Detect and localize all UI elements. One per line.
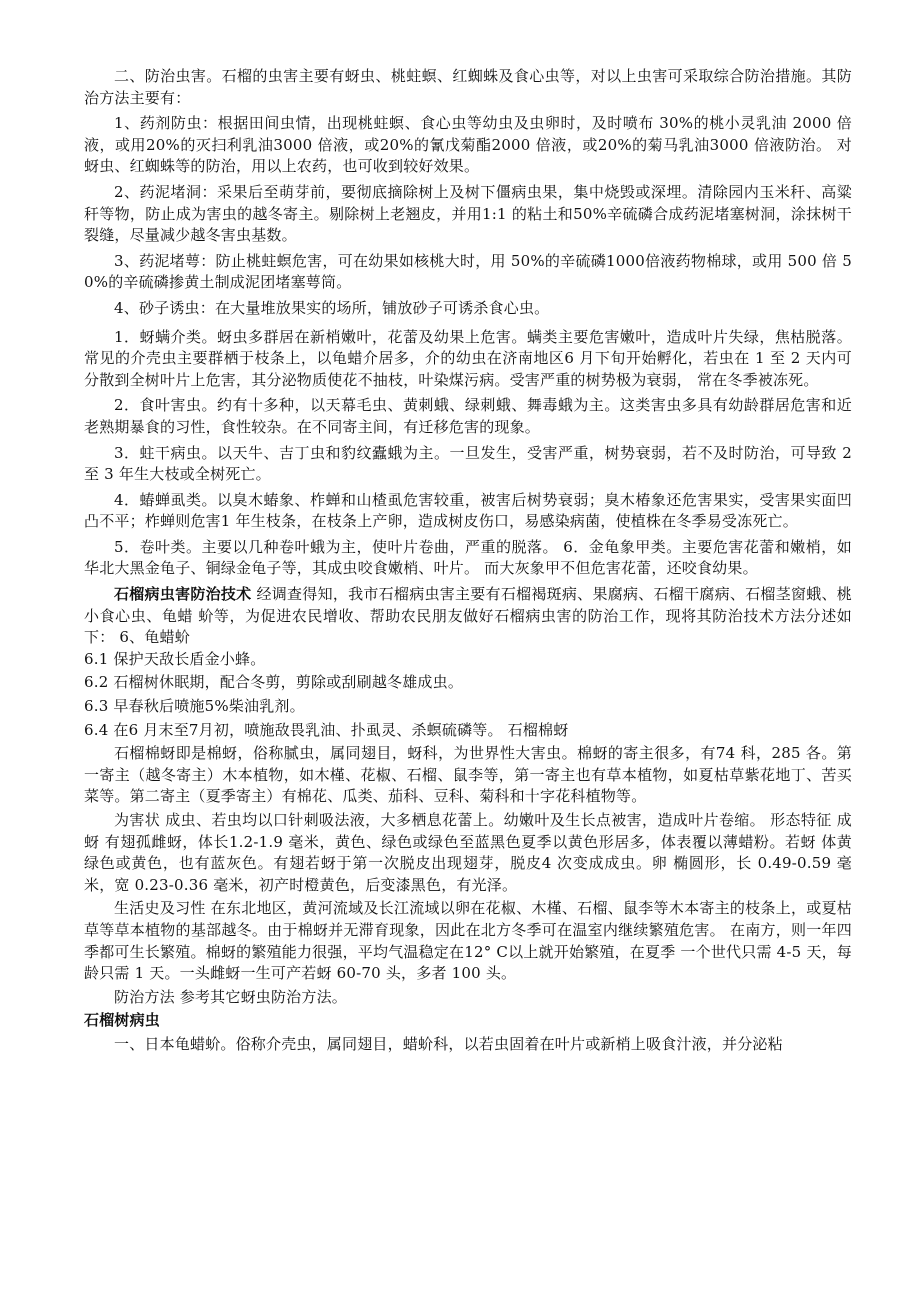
paragraph-leaf-feeders: 2．食叶害虫。约有十多种，以天幕毛虫、黄刺蛾、绿刺蛾、舞毒蛾为主。这类害虫多具有幼龄群居危害和近老熟期暴食的习性，食性较杂。在不同寄主间，有迁移危害的现象。: [84, 396, 852, 436]
tech-item: 6.3 早春秋后喷施5%柴油乳剂。: [84, 697, 305, 716]
paragraph-sand-trapping: 4、砂子诱虫：在大量堆放果实的场所，铺放砂子可诱杀食心虫。: [114, 298, 550, 317]
tech-section-title: 石榴病虫害防治技术: [114, 585, 252, 604]
paragraph-leaf-rollers: 5．卷叶类。主要以几种卷叶蛾为主，使叶片卷曲，严重的脱落。 6．金龟象甲类。主要危害花蕾和嫩梢，如华北大黑金龟子、铜绿金龟子等，其成虫咬食嫩梢、叶片。 而大灰象甲不但危害花蕾，还咬食幼果。: [84, 537, 852, 578]
tech-section: [84, 584, 852, 649]
document-page: [84, 66, 852, 1063]
paragraph-aphid-damage-morphology: 为害状 成虫、若虫均以口针刺吸法液，大多栖息花蕾上。幼嫩叶及生长点被害，造成叶片卷缩。 形态特征 成蚜 有翅孤雌蚜，体长1.2-1.9 毫米，黄色、绿色或绿色至蓝黑色夏季以黄色形居多，体表覆以薄蜡粉。若蚜 体黄绿色或黄色，也有蓝灰色。有翅若蚜于第一次脱皮出现翅芽，脱皮4 次变成成虫。卵 椭圆形，长 0.49-0.59 毫米，宽 0.23-0.36 毫米，初产时橙黄色，后变漆黑色，有光泽。: [84, 811, 852, 894]
paragraph-mud-plugging-calyx: 3、药泥堵萼：防止桃蛀螟危害，可在幼果如核桃大时，用 50%的辛硫磷1000倍液药物棉球，或用 500 倍 50%的辛硫磷掺黄土制成泥团堵塞萼筒。: [84, 251, 852, 292]
tech-section-intro: 经调查得知，我市石榴病虫害主要有石榴褐斑病、果腐病、石榴干腐病、石榴茎窗蛾、桃小食心虫、龟蜡 蚧等，为促进农民增收、帮助农民朋友做好石榴病虫害的防治工作，现将其防治技术方法分述如下： 6、龟蜡蚧: [84, 585, 852, 647]
paragraph-cotton-aphid: 石榴棉蚜即是棉蚜，俗称腻虫，属同翅目，蚜科，为世界性大害虫。棉蚜的寄主很多，有74 科，285 各。第一寄主（越冬寄主）木本植物，如木槿、花椒、石榴、鼠李等，第一寄主也有草本植物，如夏枯草紫花地丁、苦买菜等。第二寄主（夏季寄主）有棉花、瓜类、茄科、豆科、菊科和十字花科植物等。: [84, 744, 852, 806]
paragraph-aphid-control: 防治方法 参考其它蚜虫防治方法。: [114, 987, 347, 1006]
paragraph-japanese-wax-scale: 一、日本龟蜡蚧。俗称介壳虫，属同翅目，蜡蚧科，以若虫固着在叶片或新梢上吸食汁液，并分泌粘: [114, 1034, 783, 1053]
paragraph-mud-plugging-holes: 2、药泥堵洞：采果后至萌芽前，要彻底摘除树上及树下僵病虫果，集中烧毁或深埋。清除园内玉米秆、高粱秆等物，防止成为害虫的越冬寄主。剔除树上老翘皮，并用1:1 的粘土和50%辛硫磷合成药泥堵塞树洞，涂抹树干裂缝，尽量减少越冬害虫基数。: [84, 182, 852, 245]
tech-item: 6.2 石榴树休眠期，配合冬剪，剪除或刮刷越冬雄成虫。: [84, 673, 464, 692]
tech-item: 6.4 在6 月末至7月初，喷施敌畏乳油、扑虱灵、杀螟硫磷等。 石榴棉蚜: [84, 720, 569, 739]
paragraph-aphids-mites: 1．蚜螨介类。蚜虫多群居在新梢嫩叶，花蕾及幼果上危害。螨类主要危害嫩叶，造成叶片失绿，焦枯脱落。常见的介壳虫主要群栖于枝条上，以龟蜡介居多，介的幼虫在济南地区6 月下旬开始孵化，若虫在 1 至 2 天内可分散到全树叶片上危害，其分泌物质使花不抽枝，叶染煤污病。受害严重的树势极为衰弱， 常在冬季被冻死。: [84, 327, 852, 389]
paragraph-bugs-cicadas: 4．蝽蝉虱类。以臭木蝽象、柞蝉和山楂虱危害较重，被害后树势衰弱；臭木椿象还危害果实，受害果实面凹凸不平；柞蝉则危害1 年生枝条，在枝条上产卵，造成树皮伤口，易感染病菌，使植株在冬季易受冻死亡。: [84, 490, 852, 531]
tree-pests-heading: 石榴树病虫: [84, 1011, 161, 1030]
paragraph-stem-borers: 3．蛀干病虫。以天牛、吉丁虫和豹纹蠹蛾为主。一旦发生，受害严重，树势衰弱，若不及时防治，可导致 2 至 3 年生大枝或全树死亡。: [84, 443, 852, 484]
paragraph-pest-control-intro: 二、防治虫害。石榴的虫害主要有蚜虫、桃蛀螟、红蜘蛛及食心虫等，对以上虫害可采取综合防治措施。其防治方法主要有：: [84, 67, 852, 107]
paragraph-chemical-control: 1、药剂防虫：根据田间虫情，出现桃蛀螟、食心虫等幼虫及虫卵时，及时喷布 30%的桃小灵乳油 2000 倍液，或用20%的灭扫利乳油3000 倍液，或20%的氰戊菊酯2000 倍液，或20%的菊马乳油3000 倍液防治。 对蚜虫、红蜘蛛等的防治，用以上农药，也可收到较好效果。: [84, 114, 852, 176]
paragraph-aphid-life-history: 生活史及习性 在东北地区，黄河流域及长江流域以卵在花椒、木槿、石榴、鼠李等木本寄主的枝条上，或夏枯草等草本植物的基部越冬。由于棉蚜并无滞育现象，因此在北方冬季可在温室内继续繁殖危害。 在南方，则一年四季都可生长繁殖。棉蚜的繁殖能力很强，平均气温稳定在12° C以上就开始繁殖，在夏季 一个世代只需 4-5 天，每龄只需 1 天。一头雌蚜一生可产若蚜 60-70 头，多者 100 头。: [84, 899, 852, 983]
tech-item: 6.1 保护天敌长盾金小蜂。: [84, 649, 266, 668]
